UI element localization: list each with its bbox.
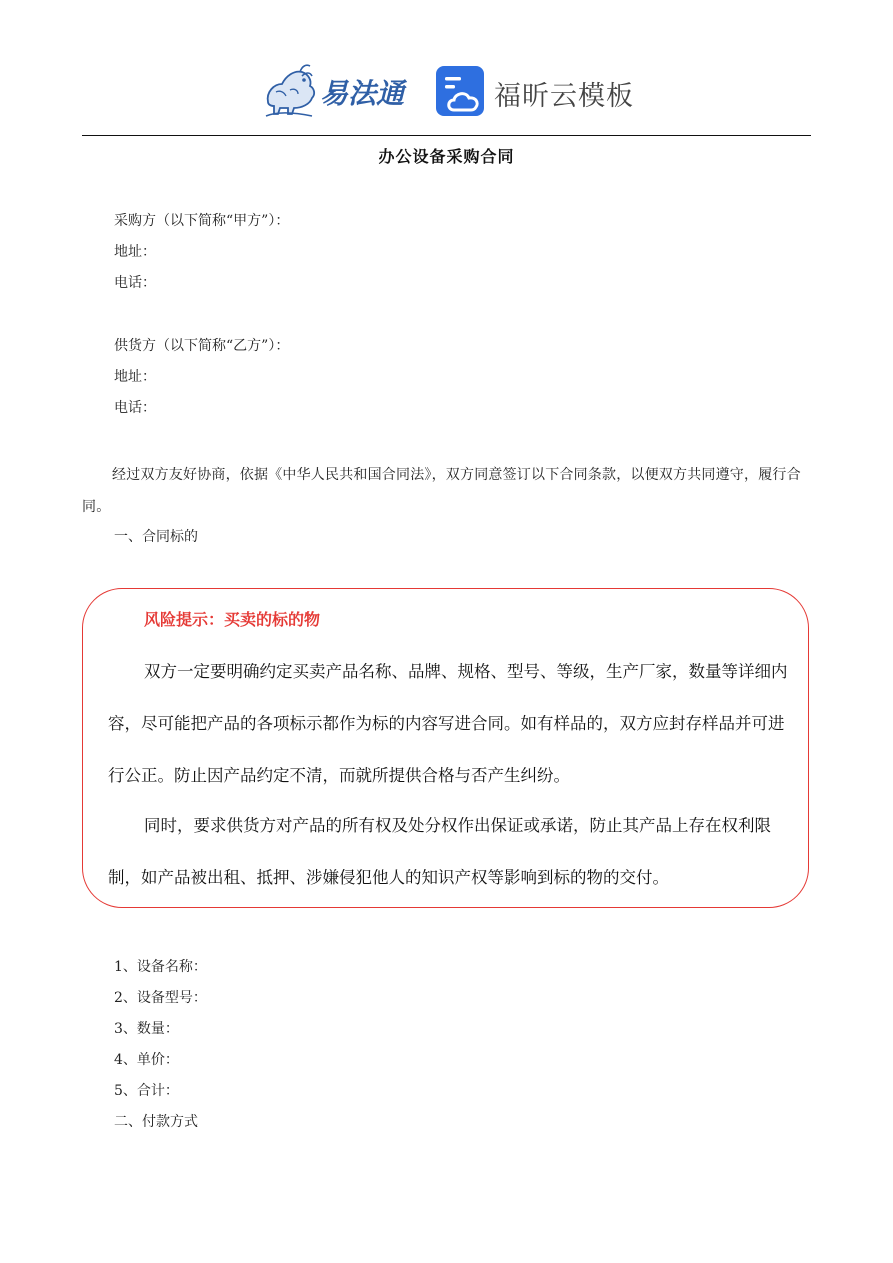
fuxin-cloud-doc-icon	[436, 66, 486, 118]
risk-tip-title: 风险提示：买卖的标的物	[144, 610, 321, 629]
party-b-address: 地址：	[114, 369, 156, 385]
party-b-label: 供货方（以下简称“乙方”）：	[114, 338, 290, 354]
item-equipment-model: 2、设备型号：	[114, 990, 207, 1006]
party-a-label: 采购方（以下简称“甲方”）：	[114, 213, 290, 229]
item-quantity: 3、数量：	[114, 1021, 179, 1037]
section-1-heading: 一、合同标的	[114, 529, 198, 545]
page-header	[0, 0, 893, 130]
intro-paragraph: 经过双方友好协商，依据《中华人民共和国合同法》，双方同意签订以下合同条款，以便双方共同遵守，履行合同。	[82, 467, 801, 515]
fuxin-logo	[436, 66, 636, 118]
risk-tip-paragraph-1: 双方一定要明确约定买卖产品名称、品牌、规格、型号、等级，生产厂家，数量等详细内容，尽可能把产品的各项标示都作为标的内容写进合同。如有样品的，双方应封存样品并可进行公正。防止因产品约定不清，而就所提供合格与否产生纠纷。	[108, 662, 788, 785]
party-a-address: 地址：	[114, 244, 156, 260]
yifatong-logo-text: 易法通	[320, 77, 405, 110]
section-2-heading: 二、付款方式	[114, 1114, 198, 1130]
header-divider	[82, 135, 811, 136]
item-total: 5、合计：	[114, 1083, 179, 1099]
party-a-phone: 电话：	[114, 275, 156, 291]
party-b-phone: 电话：	[114, 400, 156, 416]
item-unit-price: 4、单价：	[114, 1052, 179, 1068]
document-title: 办公设备采购合同	[378, 147, 515, 166]
yifatong-logo	[262, 62, 412, 120]
item-equipment-name: 1、设备名称：	[114, 959, 207, 975]
fuxin-logo-text: 福昕云模板	[494, 81, 634, 112]
risk-tip-paragraph-2: 同时，要求供货方对产品的所有权及处分权作出保证或承诺，防止其产品上存在权利限制，如产品被出租、抵押、涉嫌侵犯他人的知识产权等影响到标的物的交付。	[108, 816, 771, 887]
qilin-mascot-icon	[262, 62, 320, 120]
